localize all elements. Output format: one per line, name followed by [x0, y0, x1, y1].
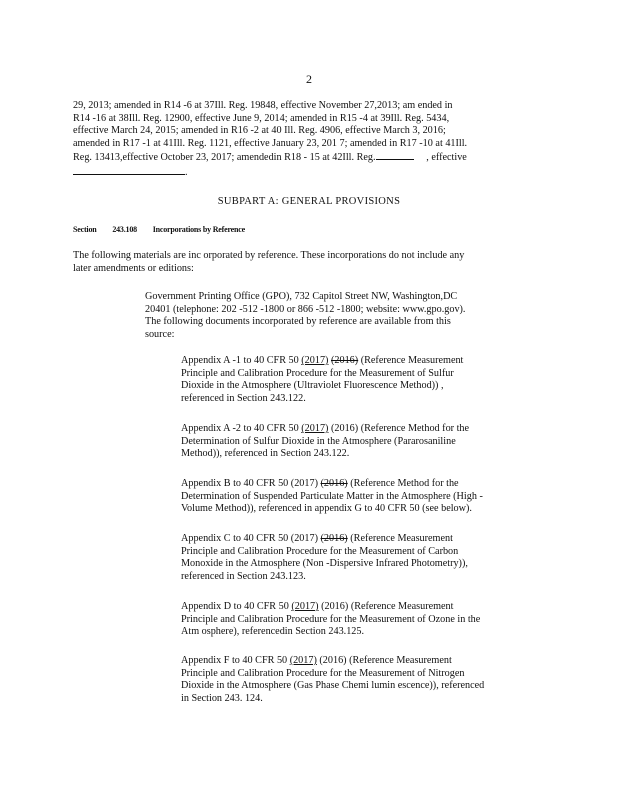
appendix-line: Principle and Calibration Procedure for the Measurement of Sulfur	[181, 367, 454, 379]
history-line	[73, 165, 533, 180]
year: (2016)	[321, 601, 349, 612]
appendix-line	[181, 478, 534, 491]
year: (2016)	[331, 423, 359, 434]
gpo-line: Government Printing Office (GPO), 732 Capitol Street NW, Washington,DC	[145, 291, 458, 302]
appendix-title: Appendix F to 40 CFR 50	[181, 655, 288, 666]
appendix-line	[181, 601, 534, 614]
appendix-line: Volume Method)), referenced in appendix G to 40 CFR 50 (see below).	[181, 503, 472, 515]
inserted-year: (2017)	[289, 655, 317, 666]
appendix-c-entry	[181, 533, 534, 583]
effective-date-blank	[73, 165, 185, 175]
appendix-title: Appendix A -2 to 40 CFR 50	[181, 423, 299, 434]
history-paragraph	[73, 100, 533, 180]
appendix-f-entry	[181, 655, 534, 705]
history-line-text: Reg. 13413,effective October 23, 2017; amendedin R18 - 15 at 42Ill. Reg.	[73, 152, 376, 164]
year: (2016)	[319, 655, 347, 666]
gpo-line: source:	[145, 328, 175, 340]
appendix-text: (Reference Measurement	[358, 355, 464, 366]
appendix-line	[181, 423, 534, 436]
section-label: Section	[73, 225, 97, 234]
appendix-line: Determination of Suspended Particulate Matter in the Atmosphere (High -	[181, 490, 483, 502]
appendix-a2-entry	[181, 423, 534, 461]
inserted-year: (2017)	[301, 355, 329, 366]
appendix-title: Appendix C to 40 CFR 50 (2017)	[181, 533, 318, 544]
appendix-line	[181, 655, 534, 668]
history-line: amended in R17 -1 at 41Ill. Reg. 1121, effective January 23, 201 7; amended in R17 -10 at 41Ill.	[73, 137, 468, 149]
intro-paragraph	[73, 250, 533, 275]
appendix-title: Appendix B to 40 CFR 50 (2017)	[181, 478, 318, 489]
appendix-title: Appendix D to 40 CFR 50	[181, 601, 289, 612]
appendix-text: (Reference Measurement	[348, 601, 454, 612]
deleted-year: (2016)	[320, 478, 348, 489]
history-line: 29, 2013; amended in R14 -6 at 37Ill. Reg. 19848, effective November 27,2013; am ended in	[73, 100, 453, 111]
period: .	[185, 166, 188, 178]
history-line	[73, 150, 533, 165]
appendix-a1-entry	[181, 355, 534, 405]
appendix-line: Atm osphere), referencedin Section 243.125.	[181, 626, 365, 638]
appendix-line: Monoxide in the Atmosphere (Non -Dispersive Infrared Photometry)),	[181, 558, 468, 570]
gpo-line: The following documents incorporated by reference are available from this	[145, 316, 451, 328]
appendix-d-entry	[181, 601, 534, 639]
appendix-line: Method)), referenced in Section 243.122.	[181, 448, 350, 460]
appendix-line: Dioxide in the Atmosphere (Gas Phase Chemi lumin escence)), referenced	[181, 680, 485, 692]
gpo-paragraph	[145, 291, 507, 341]
inserted-year: (2017)	[291, 601, 319, 612]
appendix-line: Principle and Calibration Procedure for the Measurement of Nitrogen	[181, 667, 465, 679]
appendix-line: referenced in Section 243.122.	[181, 392, 306, 404]
appendix-line	[181, 355, 534, 368]
appendix-line: referenced in Section 243.123.	[181, 570, 306, 582]
appendix-line	[181, 533, 534, 546]
appendix-line: Principle and Calibration Procedure for the Measurement of Ozone in the	[181, 613, 481, 625]
appendix-line: Dioxide in the Atmosphere (Ultraviolet Fluorescence Method)) ,	[181, 380, 444, 392]
effective-word: , effective	[426, 152, 467, 164]
appendix-line: Principle and Calibration Procedure for the Measurement of Carbon	[181, 545, 459, 557]
deleted-year: (2016)	[331, 355, 359, 366]
appendix-title: Appendix A -1 to 40 CFR 50	[181, 355, 299, 366]
subpart-heading: SUBPART A: GENERAL PROVISIONS	[217, 196, 401, 207]
appendix-b-entry	[181, 478, 534, 516]
inserted-year: (2017)	[301, 423, 329, 434]
appendix-text: (Reference Measurement	[347, 533, 453, 544]
section-number: 243.108	[112, 225, 137, 234]
history-line: R14 -16 at 38Ill. Reg. 12900, effective June 9, 2014; amended in R15 -4 at 39Ill. Reg. 5434,	[73, 112, 450, 124]
appendix-line: Determination of Sulfur Dioxide in the Atmosphere (Pararosaniline	[181, 435, 456, 447]
intro-line: The following materials are inc orporated by reference. These incorporations do not include any	[73, 250, 465, 261]
appendix-text: (Reference Method for the	[358, 423, 470, 434]
intro-line: later amendments or editions:	[73, 262, 194, 274]
section-title: Incorporations by Reference	[152, 225, 245, 234]
blank-line	[376, 150, 414, 160]
deleted-year: (2016)	[320, 533, 348, 544]
gpo-line: 20401 (telephone: 202 -512 -1800 or 866 -512 -1800; website: www.gpo.gov).	[145, 303, 466, 315]
page-number: 2	[306, 72, 312, 86]
appendix-text: (Reference Method for the	[347, 478, 459, 489]
section-heading	[73, 225, 259, 234]
history-line: effective March 24, 2015; amended in R16 -2 at 40 Ill. Reg. 4906, effective March 3, 2016;	[73, 125, 446, 137]
appendix-text: (Reference Measurement	[346, 655, 452, 666]
appendix-line: in Section 243. 124.	[181, 692, 263, 704]
